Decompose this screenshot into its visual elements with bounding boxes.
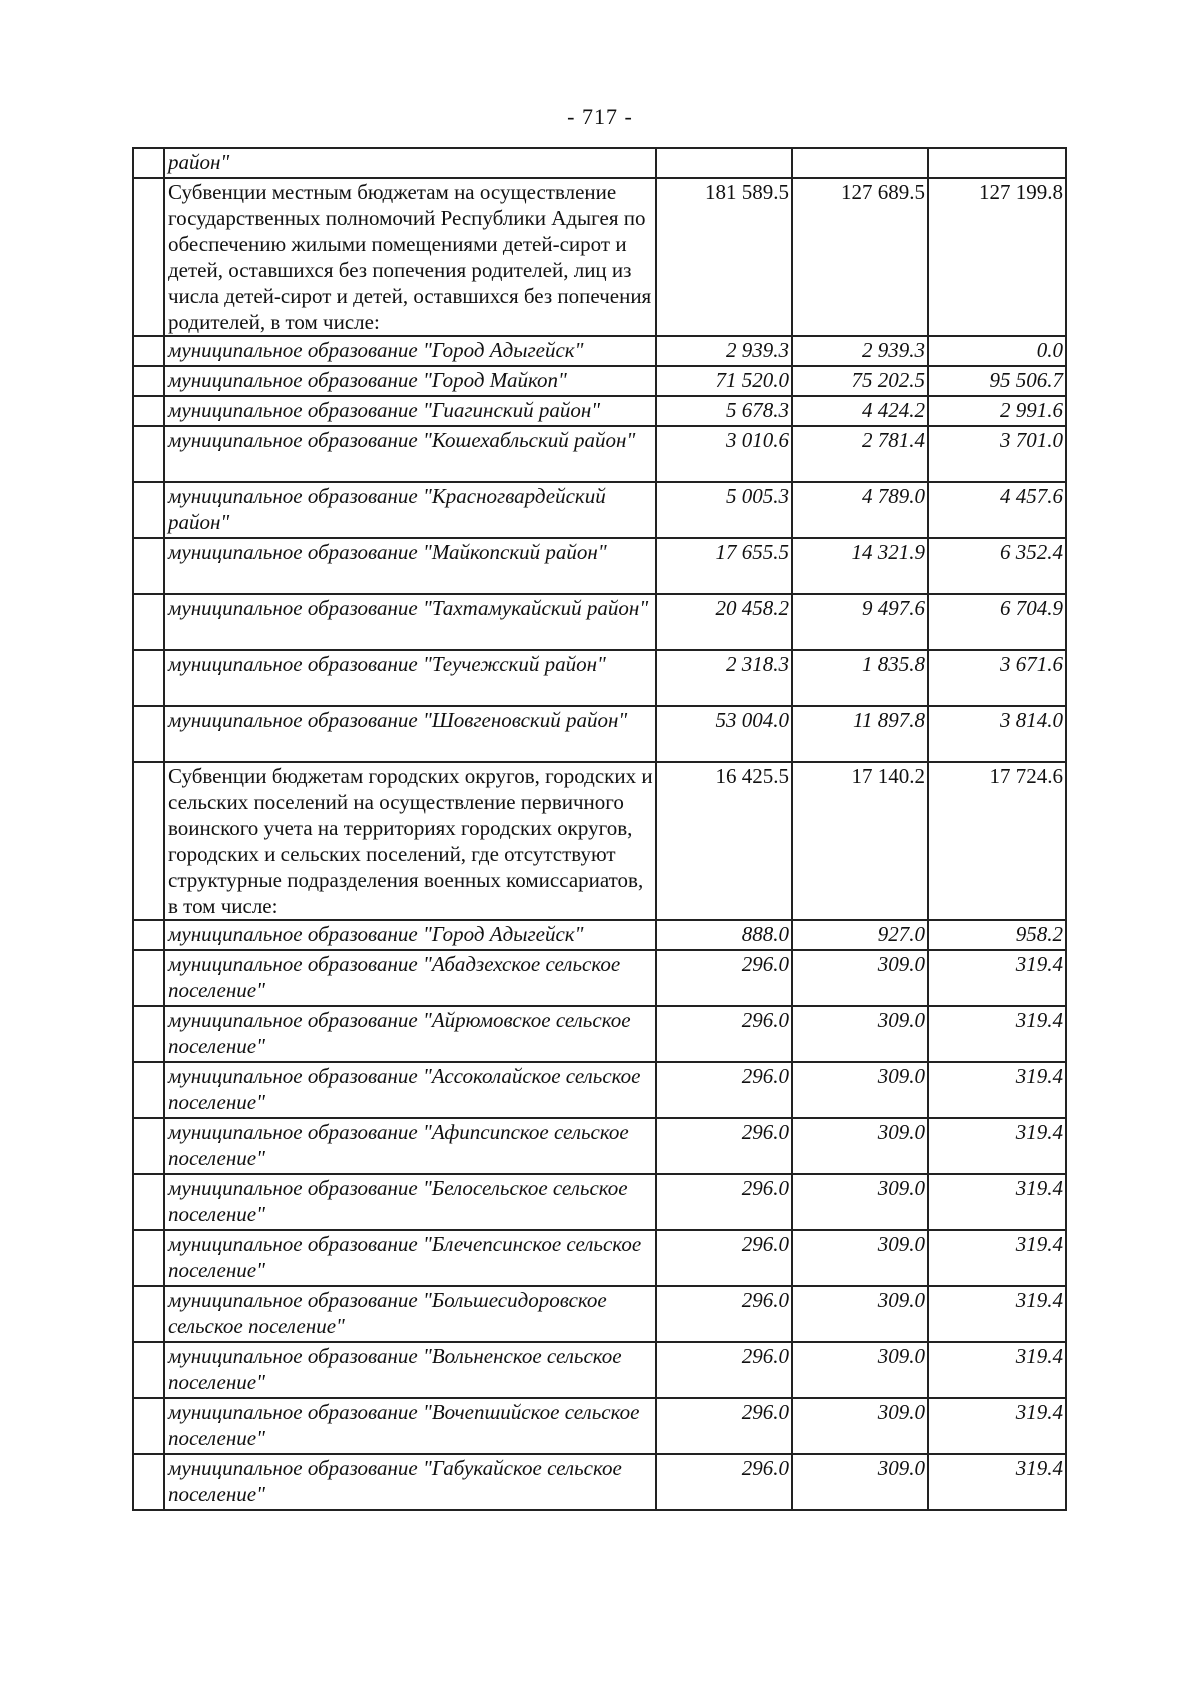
row-number-cell bbox=[133, 482, 164, 538]
row-value-2: 309.0 bbox=[792, 1230, 928, 1286]
row-name: муниципальное образование "Майкопский район" bbox=[164, 538, 656, 594]
row-value-1: 296.0 bbox=[656, 1174, 792, 1230]
row-number-cell bbox=[133, 148, 164, 178]
row-number-cell bbox=[133, 1230, 164, 1286]
row-name: муниципальное образование "Айрюмовское сельское поселение" bbox=[164, 1006, 656, 1062]
row-value-3: 4 457.6 bbox=[928, 482, 1066, 538]
row-value-3: 6 704.9 bbox=[928, 594, 1066, 650]
row-name: муниципальное образование "Теучежский район" bbox=[164, 650, 656, 706]
row-value-1: 296.0 bbox=[656, 1342, 792, 1398]
row-value-1: 296.0 bbox=[656, 1006, 792, 1062]
row-name: муниципальное образование "Гиагинский район" bbox=[164, 396, 656, 426]
row-name: муниципальное образование "Кошехабльский район" bbox=[164, 426, 656, 482]
row-value-3: 95 506.7 bbox=[928, 366, 1066, 396]
table-row bbox=[133, 1006, 1066, 1062]
row-value-2: 309.0 bbox=[792, 1118, 928, 1174]
row-value-1: 2 939.3 bbox=[656, 336, 792, 366]
table-row bbox=[133, 366, 1066, 396]
row-number-cell bbox=[133, 1118, 164, 1174]
row-number-cell bbox=[133, 538, 164, 594]
row-value-2: 4 789.0 bbox=[792, 482, 928, 538]
row-value-1: 17 655.5 bbox=[656, 538, 792, 594]
row-value-3: 127 199.8 bbox=[928, 178, 1066, 336]
row-value-3: 17 724.6 bbox=[928, 762, 1066, 920]
row-value-1: 888.0 bbox=[656, 920, 792, 950]
table-row bbox=[133, 148, 1066, 178]
row-value-2: 4 424.2 bbox=[792, 396, 928, 426]
row-value-1: 20 458.2 bbox=[656, 594, 792, 650]
row-value-3: 319.4 bbox=[928, 1118, 1066, 1174]
row-number-cell bbox=[133, 396, 164, 426]
row-value-2: 309.0 bbox=[792, 950, 928, 1006]
row-number-cell bbox=[133, 950, 164, 1006]
table-row bbox=[133, 1230, 1066, 1286]
table-row bbox=[133, 1062, 1066, 1118]
page-number: - 717 - bbox=[567, 104, 633, 129]
row-value-3: 319.4 bbox=[928, 1062, 1066, 1118]
table-row bbox=[133, 336, 1066, 366]
row-number-cell bbox=[133, 1454, 164, 1510]
table-row bbox=[133, 1342, 1066, 1398]
row-value-3: 319.4 bbox=[928, 1342, 1066, 1398]
table-row bbox=[133, 1454, 1066, 1510]
row-value-3: 319.4 bbox=[928, 1006, 1066, 1062]
row-value-1: 181 589.5 bbox=[656, 178, 792, 336]
row-value-1: 2 318.3 bbox=[656, 650, 792, 706]
row-value-2: 14 321.9 bbox=[792, 538, 928, 594]
row-name: муниципальное образование "Белосельское сельское поселение" bbox=[164, 1174, 656, 1230]
row-number-cell bbox=[133, 920, 164, 950]
row-name: муниципальное образование "Вочепшийское сельское поселение" bbox=[164, 1398, 656, 1454]
row-name: муниципальное образование "Город Адыгейск" bbox=[164, 336, 656, 366]
row-value-1: 3 010.6 bbox=[656, 426, 792, 482]
row-name: муниципальное образование "Город Майкоп" bbox=[164, 366, 656, 396]
table-row bbox=[133, 950, 1066, 1006]
row-number-cell bbox=[133, 1062, 164, 1118]
table-row bbox=[133, 538, 1066, 594]
row-value-1: 16 425.5 bbox=[656, 762, 792, 920]
row-value-3: 319.4 bbox=[928, 1286, 1066, 1342]
row-value-3: 319.4 bbox=[928, 1454, 1066, 1510]
row-number-cell bbox=[133, 706, 164, 762]
row-value-3: 6 352.4 bbox=[928, 538, 1066, 594]
row-number-cell bbox=[133, 1342, 164, 1398]
table-row bbox=[133, 396, 1066, 426]
table-row bbox=[133, 482, 1066, 538]
row-name: район" bbox=[164, 148, 656, 178]
row-name: муниципальное образование "Красногвардейский район" bbox=[164, 482, 656, 538]
row-name: муниципальное образование "Абадзехское сельское поселение" bbox=[164, 950, 656, 1006]
row-name: муниципальное образование "Афипсипское сельское поселение" bbox=[164, 1118, 656, 1174]
row-value-2: 11 897.8 bbox=[792, 706, 928, 762]
table-row bbox=[133, 1398, 1066, 1454]
row-number-cell bbox=[133, 1174, 164, 1230]
row-value-1: 5 678.3 bbox=[656, 396, 792, 426]
row-value-3: 3 814.0 bbox=[928, 706, 1066, 762]
row-name: Субвенции бюджетам городских округов, городских и сельских поселений на осуществление первичного воинского учета на территориях городских округов, городских и сельских поселений, где отсутствуют структурные подразделения военных комиссариатов, в том числе: bbox=[164, 762, 656, 920]
row-value-3: 3 671.6 bbox=[928, 650, 1066, 706]
row-number-cell bbox=[133, 1006, 164, 1062]
row-value-1: 53 004.0 bbox=[656, 706, 792, 762]
row-name: муниципальное образование "Город Адыгейск" bbox=[164, 920, 656, 950]
row-value-1: 296.0 bbox=[656, 1230, 792, 1286]
row-number-cell bbox=[133, 762, 164, 920]
row-value-2: 17 140.2 bbox=[792, 762, 928, 920]
row-value-3: 319.4 bbox=[928, 1230, 1066, 1286]
row-number-cell bbox=[133, 178, 164, 336]
row-value-3: 319.4 bbox=[928, 950, 1066, 1006]
table-row bbox=[133, 650, 1066, 706]
row-name: Субвенции местным бюджетам на осуществление государственных полномочий Республики Адыгея по обеспечению жилыми помещениями детей-сирот и детей, оставшихся без попечения родителей, лиц из числа детей-сирот и детей, оставшихся без попечения родителей, в том числе: bbox=[164, 178, 656, 336]
row-value-1: 296.0 bbox=[656, 1118, 792, 1174]
row-value-3: 2 991.6 bbox=[928, 396, 1066, 426]
table-row bbox=[133, 426, 1066, 482]
row-number-cell bbox=[133, 426, 164, 482]
row-name: муниципальное образование "Вольненское сельское поселение" bbox=[164, 1342, 656, 1398]
table-row bbox=[133, 920, 1066, 950]
row-name: муниципальное образование "Габукайское сельское поселение" bbox=[164, 1454, 656, 1510]
row-value-1 bbox=[656, 148, 792, 178]
row-value-2: 2 781.4 bbox=[792, 426, 928, 482]
row-value-2: 309.0 bbox=[792, 1062, 928, 1118]
table-row bbox=[133, 594, 1066, 650]
table-row bbox=[133, 706, 1066, 762]
row-number-cell bbox=[133, 650, 164, 706]
row-number-cell bbox=[133, 366, 164, 396]
row-value-2: 309.0 bbox=[792, 1286, 928, 1342]
row-number-cell bbox=[133, 336, 164, 366]
row-value-2: 309.0 bbox=[792, 1454, 928, 1510]
row-value-2: 309.0 bbox=[792, 1398, 928, 1454]
row-value-1: 296.0 bbox=[656, 1062, 792, 1118]
row-value-1: 296.0 bbox=[656, 1286, 792, 1342]
table-row bbox=[133, 1286, 1066, 1342]
row-value-2: 1 835.8 bbox=[792, 650, 928, 706]
row-value-2: 309.0 bbox=[792, 1006, 928, 1062]
row-value-2: 309.0 bbox=[792, 1174, 928, 1230]
row-name: муниципальное образование "Тахтамукайский район" bbox=[164, 594, 656, 650]
row-number-cell bbox=[133, 1398, 164, 1454]
row-name: муниципальное образование "Блечепсинское сельское поселение" bbox=[164, 1230, 656, 1286]
row-value-1: 296.0 bbox=[656, 950, 792, 1006]
row-value-2: 2 939.3 bbox=[792, 336, 928, 366]
row-name: муниципальное образование "Шовгеновский район" bbox=[164, 706, 656, 762]
row-value-2: 127 689.5 bbox=[792, 178, 928, 336]
row-value-3: 958.2 bbox=[928, 920, 1066, 950]
row-value-2: 309.0 bbox=[792, 1342, 928, 1398]
row-value-3: 319.4 bbox=[928, 1174, 1066, 1230]
budget-table bbox=[132, 147, 1067, 1511]
row-value-3: 3 701.0 bbox=[928, 426, 1066, 482]
row-value-1: 296.0 bbox=[656, 1398, 792, 1454]
row-value-1: 5 005.3 bbox=[656, 482, 792, 538]
row-value-2: 9 497.6 bbox=[792, 594, 928, 650]
row-value-2: 927.0 bbox=[792, 920, 928, 950]
row-value-3: 319.4 bbox=[928, 1398, 1066, 1454]
row-number-cell bbox=[133, 1286, 164, 1342]
table-row bbox=[133, 1174, 1066, 1230]
row-number-cell bbox=[133, 594, 164, 650]
row-value-3: 0.0 bbox=[928, 336, 1066, 366]
table-row bbox=[133, 1118, 1066, 1174]
row-value-3 bbox=[928, 148, 1066, 178]
table-row bbox=[133, 762, 1066, 920]
row-name: муниципальное образование "Большесидоровское сельское поселение" bbox=[164, 1286, 656, 1342]
table-row bbox=[133, 178, 1066, 336]
row-value-2: 75 202.5 bbox=[792, 366, 928, 396]
row-name: муниципальное образование "Ассоколайское сельское поселение" bbox=[164, 1062, 656, 1118]
row-value-2 bbox=[792, 148, 928, 178]
row-value-1: 71 520.0 bbox=[656, 366, 792, 396]
row-value-1: 296.0 bbox=[656, 1454, 792, 1510]
